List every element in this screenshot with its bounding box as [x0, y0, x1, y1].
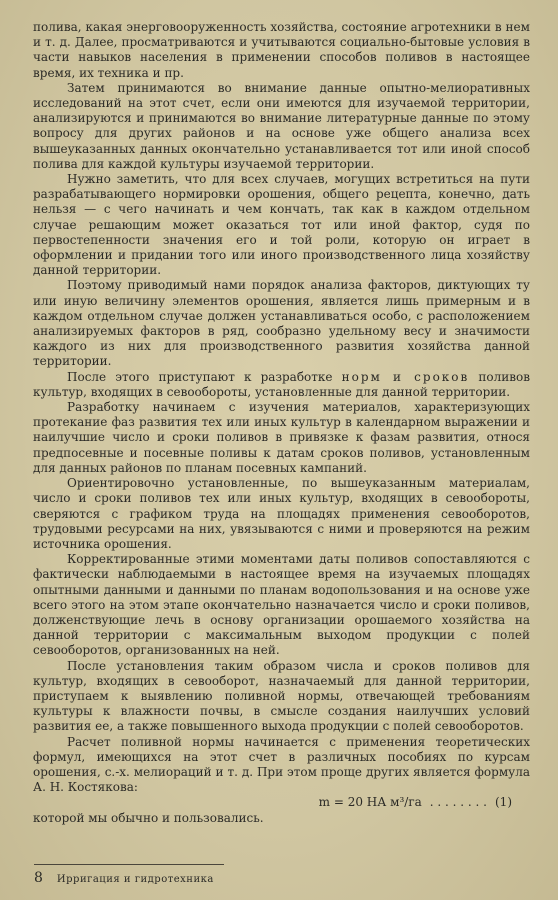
- paragraph-5-before: После этого приступают к разработке: [67, 369, 342, 384]
- paragraph-5: [33, 370, 530, 400]
- paragraph-6: Разработку начинаем с изучения материалов, характеризующих протекание фаз развития тех или иных культур в календарном выражении и наилучшие число и сроки поливов в привязке к фазам развития, относя предпосевные и посевные поливы к датам сроков поливов, установленным для данных районов по планам посевных кампаний.: [33, 400, 530, 475]
- formula-line: [33, 795, 530, 810]
- paragraph-4: Поэтому приводимый нами порядок анализа факторов, диктующих ту или иную величину элементов орошения, является лишь примерным и в каждом отдельном случае должен устанавливаться особо, с расположением анализируемых факторов в ряд, сообразно удельному весу и значимости каждого из них для производственного развития хозяйства данной территории.: [33, 278, 530, 369]
- paragraph-after-formula: которой мы обычно и пользовались.: [33, 810, 264, 825]
- paragraph-5-after: поливов культур, входящих в севообороты, установленные для данной территории.: [33, 369, 530, 399]
- paragraph-9: После установления таким образом числа и сроков поливов для культур, входящих в севооборот, назначаемый для данной территории, приступаем к выявлению поливной нормы, отвечающей требованиям культуры к влажности почвы, в смысле создания наилучших условий развития ее, а также повышенного выхода продукции с полей севооборотов.: [33, 658, 530, 734]
- paragraph-1: полива, какая энерговооруженность хозяйства, состояние агротехники в нем и т. д. Далее, просматриваются и учитываются социально-бытовые условия в части навыков населения в применении способов поливов в настоящее время, их техника и пр.: [33, 20, 530, 80]
- formula-number: (1): [495, 795, 512, 810]
- paragraph-3: Нужно заметить, что для всех случаев, могущих встретиться на пути разрабатывающего нормировки орошения, общего рецепта, конечно, дать нельзя — с чего начинать и чем кончать, так как в каждом отдельном случае решающим может оказаться тот или иной фактор, судя по первостепенности значения его и той роли, которую он играет в оформлении и придании того или иного производственного лица хозяйству данной территории.: [33, 172, 530, 278]
- paragraph-5-emphasis: норм и сроков: [341, 369, 470, 384]
- paragraph-7: Ориентировочно установленные, по вышеуказанным материалам, число и сроки поливов тех или иных культур, входящих в севообороты, сверяются с графиком труда на площадях применения севооборотов, трудовыми ресурсами на них, увязываются с ними и проверяются на режим источника орошения.: [33, 476, 530, 551]
- paragraph-10: Расчет поливной нормы начинается с применения теоретических формул, имеющихся на этот счет в различных пособиях по курсам орошения, с.-х. мелиораций и т. д. При этом проще других является формула А. Н. Костякова:: [33, 734, 530, 795]
- formula-leader-dots: . . . . . . . .: [429, 795, 487, 810]
- formula-expression: m = 20 НА м³/га: [318, 795, 422, 810]
- footer-rule: [34, 864, 224, 865]
- page-number: 8: [34, 870, 43, 886]
- paragraph-8: Корректированные этими моментами даты поливов сопоставляются с фактически наблюдаемыми в настоящее время на изучаемых площадях опытными данными и данными по планам водопользования и на основе уже всего этого на этом этапе окончательно назначается число и сроки поливов, долженствующие лечь в основу организации орошаемого хозяйства на данной территории с максимальным выходом продукции с полей севооборотов, организованных на ней.: [33, 552, 530, 658]
- page-footer: [34, 870, 214, 886]
- footer-title: Ирригация и гидротехника: [56, 874, 214, 885]
- paragraph-2: Затем принимаются во внимание данные опытно-мелиоративных исследований на этот счет, если они имеются для изучаемой территории, анализируются и принимаются во внимание литературные данные по этому вопросу для других районов и на основе уже общего анализа всех вышеуказанных данных окончательно устанавливается тот или иной способ полива для каждой культуры изучаемой территории.: [33, 80, 530, 171]
- body-text: [33, 20, 530, 826]
